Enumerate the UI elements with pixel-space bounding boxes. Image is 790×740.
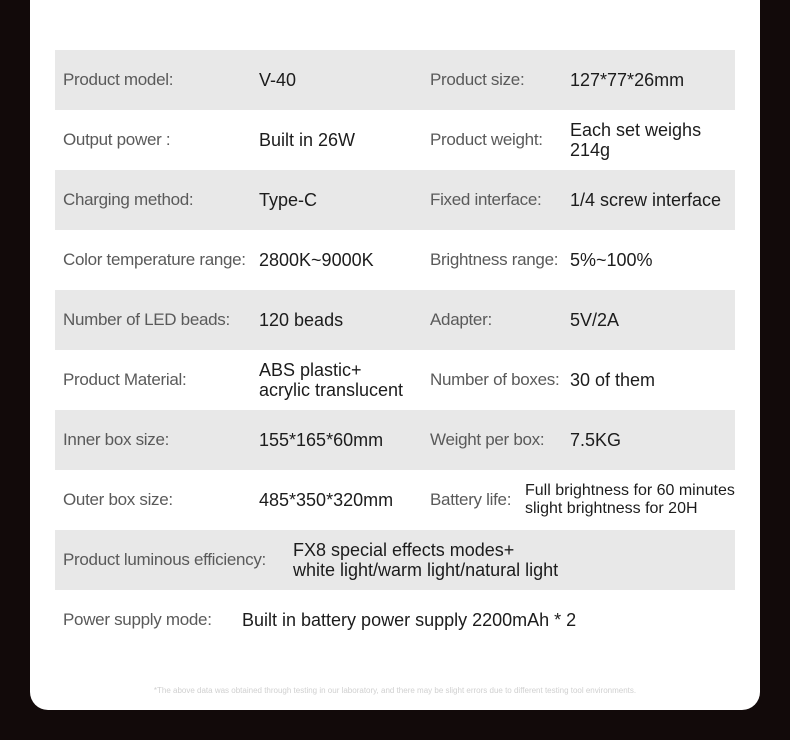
inner-box-value: 155*165*60mm bbox=[259, 430, 384, 450]
spec-row-power bbox=[55, 110, 735, 170]
color-temperature-label: Color temperature range: bbox=[63, 250, 246, 269]
color-temperature-value: 2800K~9000K bbox=[259, 250, 374, 270]
product-size-value: 127*77*26mm bbox=[570, 70, 685, 90]
product-weight-value: Each set weighs 214g bbox=[570, 120, 702, 160]
outer-box-label: Outer box size: bbox=[63, 490, 173, 509]
charging-method-label: Charging method: bbox=[63, 190, 194, 209]
spec-row-charging bbox=[55, 170, 735, 230]
battery-life-value: Full brightness for 60 minutes slight brightness for 20H bbox=[525, 482, 735, 517]
spec-card bbox=[30, 0, 760, 710]
inner-box-label: Inner box size: bbox=[63, 430, 170, 449]
spec-row-led bbox=[55, 290, 735, 350]
spec-row-power-supply bbox=[55, 590, 735, 650]
outer-box-value: 485*350*320mm bbox=[259, 490, 394, 510]
output-power-value: Built in 26W bbox=[259, 130, 356, 150]
material-value: ABS plastic+ acrylic translucent bbox=[259, 360, 404, 400]
product-size-label: Product size: bbox=[430, 70, 525, 89]
number-of-boxes-value: 30 of them bbox=[570, 370, 656, 390]
led-beads-value: 120 beads bbox=[259, 310, 344, 330]
spec-row-model bbox=[55, 50, 735, 110]
footnote: *The above data was obtained through testing in our laboratory, and there may be slight errors due to different testing tool environments. bbox=[153, 686, 637, 695]
spec-row-outer-box bbox=[55, 470, 735, 530]
spec-row-inner-box bbox=[55, 410, 735, 470]
number-of-boxes-label: Number of boxes: bbox=[430, 370, 560, 389]
luminous-efficiency-value: FX8 special effects modes+ white light/warm light/natural light bbox=[293, 540, 559, 580]
weight-per-box-label: Weight per box: bbox=[430, 430, 545, 449]
power-supply-value: Built in battery power supply 2200mAh * 2 bbox=[242, 610, 577, 630]
led-beads-label: Number of LED beads: bbox=[63, 310, 230, 329]
spec-row-efficiency bbox=[55, 530, 735, 590]
spec-row-color bbox=[55, 230, 735, 290]
luminous-efficiency-label: Product luminous efficiency: bbox=[63, 550, 266, 569]
product-weight-label: Product weight: bbox=[430, 130, 543, 149]
power-supply-label: Power supply mode: bbox=[63, 610, 212, 629]
weight-per-box-value: 7.5KG bbox=[570, 430, 622, 450]
adapter-label: Adapter: bbox=[430, 310, 492, 329]
spec-row-material bbox=[55, 350, 735, 410]
battery-life-label: Battery life: bbox=[430, 490, 512, 509]
brightness-range-label: Brightness range: bbox=[430, 250, 559, 269]
spec-table bbox=[55, 50, 735, 650]
output-power-label: Output power : bbox=[63, 130, 171, 149]
product-model-value: V-40 bbox=[259, 70, 297, 90]
brightness-range-value: 5%~100% bbox=[570, 250, 653, 270]
charging-method-value: Type-C bbox=[259, 190, 318, 210]
fixed-interface-value: 1/4 screw interface bbox=[570, 190, 722, 210]
fixed-interface-label: Fixed interface: bbox=[430, 190, 542, 209]
product-model-label: Product model: bbox=[63, 70, 174, 89]
adapter-value: 5V/2A bbox=[570, 310, 620, 330]
material-label: Product Material: bbox=[63, 370, 187, 389]
